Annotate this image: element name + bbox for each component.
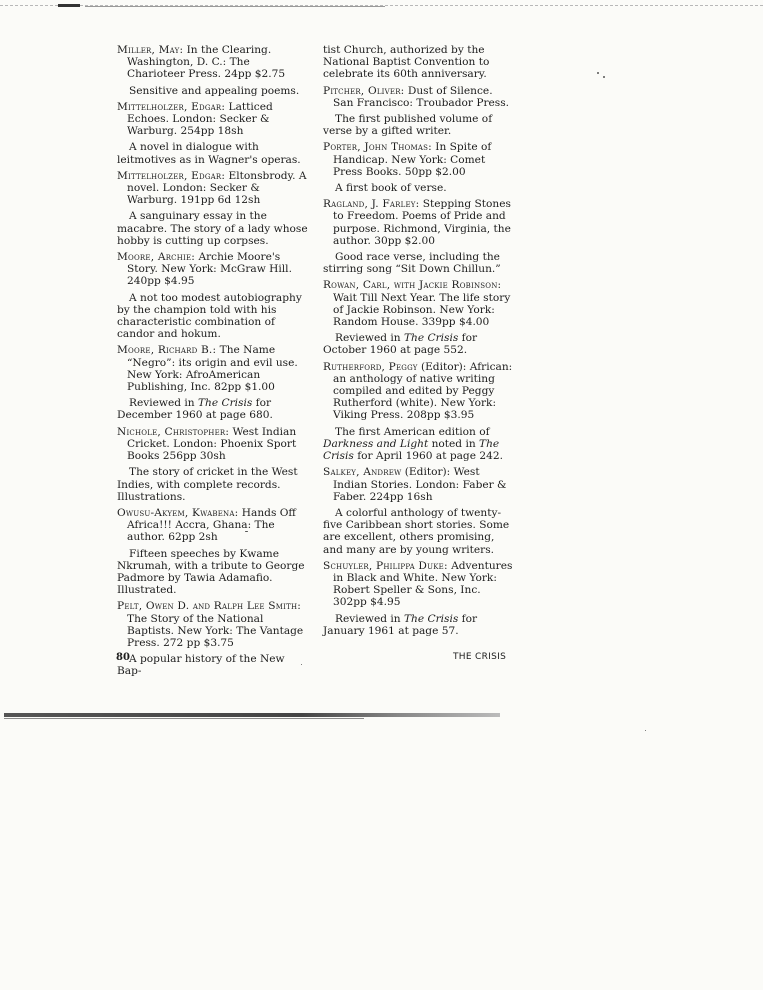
entry-title: Hands Off Africa!!! Accra, Ghana: The author. 62pp 2sh xyxy=(127,506,296,544)
entry-author: Moore, Archie: xyxy=(117,251,196,264)
scan-speck xyxy=(645,730,646,731)
entry-author: Pitcher, Oliver: xyxy=(323,84,405,97)
left-column xyxy=(117,44,310,682)
entry-description: A first book of verse. xyxy=(335,182,447,195)
entry-description: tist Church, authorized by the National Baptist Convention to celebrate its 60th anniversary. xyxy=(323,44,490,81)
entry-description: A novel in dialogue with leitmotives as in Wagner's operas. xyxy=(117,141,301,166)
entry-author: Mittelholzer, Edgar: xyxy=(117,169,226,182)
entry-title: Archie Moore's Story. New York: McGraw Hill. 240pp $4.95 xyxy=(127,251,292,288)
bibliography-entry xyxy=(117,507,310,596)
bibliography-entry xyxy=(323,198,513,275)
journal-title: The Crisis xyxy=(197,397,253,410)
scan-speck xyxy=(597,72,599,74)
entry-description: Reviewed in The Crisis for October 1960 at page 552. xyxy=(323,332,478,357)
bibliography-entry xyxy=(323,279,513,356)
entry-title: (Editor): African: an anthology of native writing compiled and edited by Peggy Rutherford (white). New York: Viking Press. 208pp $3.95 xyxy=(333,360,513,422)
scan-line-bottom xyxy=(4,718,364,719)
entry-description: A colorful anthology of twenty-five Caribbean short stories. Some are excellent, others promising, and many are by young writers. xyxy=(323,506,510,556)
entry-description: The first American edition of Darkness and Light noted in The Crisis for April 1960 at page 242. xyxy=(323,425,503,463)
bibliography-entry-continued xyxy=(323,44,513,81)
entry-title: Stepping Stones to Freedom. Poems of Pride and purpose. Richmond, Virginia, the author. 30pp $2.00 xyxy=(333,198,511,247)
bibliography-entry xyxy=(117,251,310,340)
entry-description: Reviewed in The Crisis for January 1961 at page 57. xyxy=(323,612,478,637)
entry-title: In the Clearing. Washington, D. C.: The Charioteer Press. 24pp $2.75 xyxy=(127,44,286,81)
entry-author: Miller, May: xyxy=(117,44,184,56)
right-column xyxy=(323,44,513,641)
entry-description: Good race verse, including the stirring song “Sit Down Chillun.” xyxy=(323,251,501,276)
scan-line-top xyxy=(85,6,385,7)
entry-description: Fifteen speeches by Kwame Nkrumah, with a tribute to George Padmore by Tawia Adamafio. Illustrated. xyxy=(117,547,305,597)
entry-description: A popular history of the New Bap- xyxy=(117,653,285,678)
journal-title: The Crisis xyxy=(323,437,500,463)
journal-title: The Crisis xyxy=(403,332,459,345)
journal-title: The Crisis xyxy=(403,612,459,625)
entry-title: The Name “Negro”: its origin and evil use. New York: AfroAmerican Publishing, Inc. 82pp $1.00 xyxy=(127,344,298,394)
entry-description: The story of cricket in the West Indies, with complete records. Illustrations. xyxy=(117,466,298,503)
bibliography-entry xyxy=(117,344,310,421)
bibliography-entry xyxy=(117,101,310,166)
bibliography-entry xyxy=(323,141,513,194)
entry-author: Moore, Richard B.: xyxy=(117,344,217,357)
bibliography-entry xyxy=(323,560,513,637)
entry-title: Wait Till Next Year. The life story of Jackie Robinson. New York: Random House. 339pp $4.00 xyxy=(333,291,511,329)
entry-author: Rutherford, Peggy xyxy=(323,360,418,373)
bibliography-entry xyxy=(117,44,310,97)
scan-mark-top xyxy=(58,4,80,7)
entry-author: Rowan, Carl, with Jackie Robinson: xyxy=(323,279,502,292)
entry-description: Sensitive and appealing poems. xyxy=(129,84,300,97)
book-title: Darkness and Light xyxy=(323,437,429,450)
entry-title: Eltonsbrody. A novel. London: Secker & Warburg. 191pp 6d 12sh xyxy=(127,169,307,207)
entry-author: Nichole, Christopher: xyxy=(117,425,230,438)
bibliography-entry xyxy=(323,361,513,463)
entry-description: A not too modest autobiography by the champion told with his characteristic combination of candor and hokum. xyxy=(117,291,302,341)
scan-edge-bottom xyxy=(4,713,500,717)
entry-description: Reviewed in The Crisis for December 1960 at page 680. xyxy=(117,397,273,422)
entry-title: West Indian Cricket. London: Phoenix Sport Books 256pp 30sh xyxy=(127,425,297,463)
entry-author: Mittelholzer, Edgar: xyxy=(117,100,226,113)
bibliography-entry xyxy=(117,170,310,247)
entry-title: Dust of Silence. San Francisco: Troubador Press. xyxy=(333,84,510,109)
entry-title: In Spite of Handicap. New York: Comet Press Books. 50pp $2.00 xyxy=(333,141,492,178)
entry-author: Ragland, J. Farley: xyxy=(323,198,420,211)
scan-speck xyxy=(603,76,605,78)
entry-title: The Story of the National Baptists. New York: The Vantage Press. 272 pp $3.75 xyxy=(127,612,304,649)
entry-description: A sanguinary essay in the macabre. The story of a lady whose hobby is cutting up corpses. xyxy=(117,210,308,247)
bibliography-entry xyxy=(117,426,310,503)
entry-author: Schuyler, Philippa Duke: xyxy=(323,559,448,572)
bibliography-entry xyxy=(323,85,513,138)
bibliography-entry xyxy=(117,600,310,677)
entry-author: Owusu-Akyem, Kwabena: xyxy=(117,506,239,519)
entry-title: (Editor): West Indian Stories. London: Faber & Faber. 224pp 16sh xyxy=(333,466,507,503)
entry-author: Salkey, Andrew xyxy=(323,466,402,479)
entry-title: Adventures in Black and White. New York: Robert Speller & Sons, Inc. 302pp $4.95 xyxy=(333,559,513,609)
entry-title: Latticed Echoes. London: Secker & Warburg. 254pp 18sh xyxy=(127,100,273,138)
entry-description: The first published volume of verse by a gifted writer. xyxy=(323,113,493,138)
entry-author: Pelt, Owen D. and Ralph Lee Smith: xyxy=(117,600,302,613)
bibliography-entry xyxy=(323,466,513,555)
running-head: THE CRISIS xyxy=(453,652,507,662)
page-number: 80 xyxy=(116,652,130,663)
entry-author: Porter, John Thomas: xyxy=(323,141,432,154)
